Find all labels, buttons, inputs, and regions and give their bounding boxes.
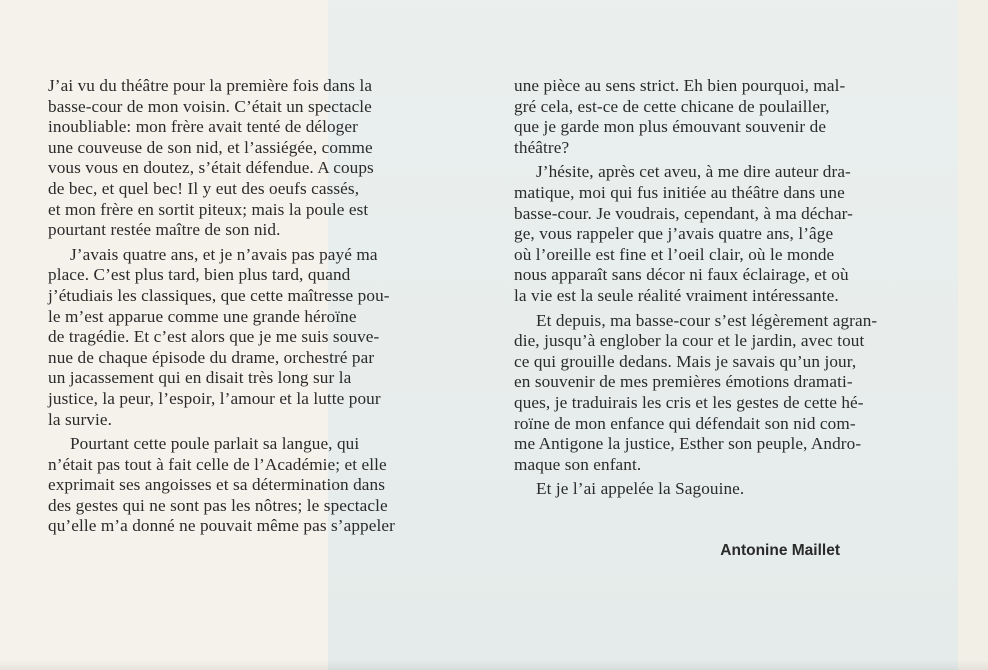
text-line: basse-cour. Je voudrais, cependant, à ma déchar- [514, 203, 853, 223]
text-line: gré cela, est-ce de cette chicane de poulailler, [514, 96, 830, 116]
text-line: n’était pas tout à fait celle de l’Académie; et elle [48, 454, 387, 474]
author-signature: Antonine Maillet [720, 542, 840, 559]
paragraph-4 [514, 76, 954, 158]
page-edge [958, 0, 988, 670]
text-line: me Antigone la justice, Esther son peuple, Andro- [514, 434, 862, 454]
text-line: inoubliable: mon frère avait tenté de déloger [48, 117, 358, 137]
text-line: nous apparaît sans décor ni faux éclairage, et où [514, 265, 849, 285]
text-line: basse-cour de mon voisin. C’était un spectacle [48, 96, 372, 116]
text-line: que je garde mon plus émouvant souvenir de [514, 117, 827, 137]
text-line: J’avais quatre ans, et je n’avais pas payé ma [70, 244, 378, 264]
text-line: une couveuse de son nid, et l’assiégée, comme [48, 137, 373, 157]
text-line: justice, la peur, l’espoir, l’amour et la lutte pour [48, 388, 381, 408]
text-line: de tragédie. Et c’est alors que je me suis souve- [48, 327, 380, 347]
text-line: J’ai vu du théâtre pour la première fois dans la [48, 76, 373, 95]
text-line: ques, je traduirais les cris et les gestes de cette hé- [514, 392, 864, 412]
paragraph-2 [48, 245, 478, 430]
text-line: nue de chaque épisode du drame, orchestré par [48, 347, 375, 367]
text-line: où l’oreille est fine et l’oeil clair, où le monde [514, 244, 835, 264]
paragraph-1 [48, 76, 478, 241]
text-line: un jacassement qui en disait très long sur la [48, 368, 352, 388]
text-line: Et depuis, ma basse-cour s’est légèrement agran- [536, 310, 878, 330]
text-line: Pourtant cette poule parlait sa langue, qui [70, 434, 360, 454]
page-crease [0, 660, 988, 670]
text-line: et mon frère en sortit piteux; mais la poule est [48, 199, 369, 219]
text-line: ge, vous rappeler que j’avais quatre ans, l’âge [514, 224, 834, 244]
text-line: pourtant restée maître de son nid. [48, 220, 281, 240]
paragraph-6 [514, 311, 954, 476]
text-line: la survie. [48, 409, 113, 429]
text-line: roïne de mon enfance qui défendait son nid com- [514, 413, 856, 433]
text-line: le m’est apparue comme une grande héroïne [48, 306, 357, 326]
text-line: ce qui grouille dedans. Mais je savais qu’un jour, [514, 351, 857, 371]
text-line: J’hésite, après cet aveu, à me dire auteur dra- [536, 162, 851, 182]
left-column [48, 76, 478, 537]
text-line: maque son enfant. [514, 454, 642, 474]
text-line: place. C’est plus tard, bien plus tard, quand [48, 265, 351, 285]
text-line: exprimait ses angoisses et sa détermination dans [48, 475, 386, 495]
text-line: qu’elle m’a donné ne pouvait même pas s’appeler [48, 516, 395, 536]
text-line: en souvenir de mes premières émotions dramati- [514, 372, 853, 392]
text-line: de bec, et quel bec! Il y eut des oeufs cassés, [48, 178, 360, 198]
text-line: des gestes qui ne sont pas les nôtres; le spectacle [48, 495, 388, 515]
right-column [514, 76, 954, 500]
paragraph-7 [514, 479, 954, 500]
text-line: une pièce au sens strict. Eh bien pourquoi, mal- [514, 76, 846, 95]
text-line: matique, moi qui fus initiée au théâtre dans une [514, 182, 845, 202]
text-line: j’étudiais les classiques, que cette maîtresse pou- [48, 285, 390, 305]
text-line: vous vous en doutez, s’était défendue. A coups [48, 158, 374, 178]
paragraph-5 [514, 162, 954, 306]
text-line: la vie est la seule réalité vraiment intéressante. [514, 285, 839, 305]
paragraph-3 [48, 434, 478, 537]
text-line: die, jusqu’à englober la cour et le jardin, avec tout [514, 331, 865, 351]
text-line: théâtre? [514, 137, 570, 157]
text-line: Et je l’ai appelée la Sagouine. [536, 479, 745, 499]
